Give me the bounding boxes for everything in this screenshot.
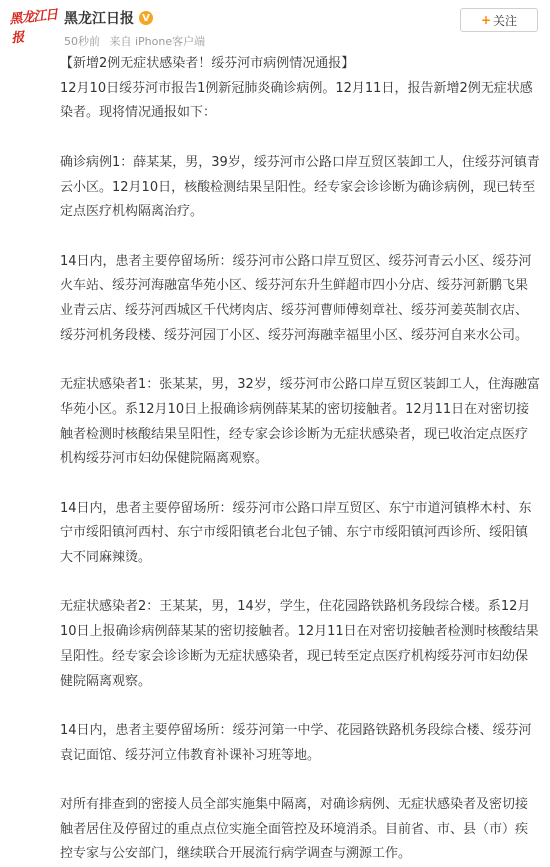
- post-paragraph: 14日内，患者主要停留场所：绥芬河第一中学、花园路铁路机务段综合楼、绥芬河袁记面馆、绥芬河立伟教育补课补习班等地。: [60, 722, 532, 763]
- post-paragraph: 14日内，患者主要停留场所：绥芬河市公路口岸互贸区、东宁市道河镇桦木村、东宁市绥阳镇河西村、东宁市绥阳镇老台北包子铺、东宁市绥阳镇河西诊所、绥阳镇大不同麻辣烫。: [60, 500, 532, 565]
- post-paragraph: 无症状感染者2：王某某，男，14岁，学生，住花园路铁路机务段综合楼。系12月10日上报确诊病例薛某某的密切接触者。12月11日在对密切接触者检测时核酸结果呈阳性。经专家会诊诊断为无症状感染者，现已转至定点医疗机构绥芬河市妇幼保健院隔离观察。: [60, 599, 539, 689]
- post-content: [60, 52, 540, 867]
- plus-icon: +: [480, 13, 492, 27]
- post-paragraph: 对所有排查到的密接人员全部实施集中隔离，对确诊病例、无症状感染者及密切接触者居住及停留过的重点点位实施全面管控及环境消杀。目前省、市、县（市）疾控专家与公安部门，继续联合开展流行病学调查与溯源工作。: [60, 796, 529, 862]
- post-paragraph: 14日内，患者主要停留场所：绥芬河市公路口岸互贸区、绥芬河青云小区、绥芬河火车站、绥芬河海融富华苑小区、绥芬河东升生鲜超市四小分店、绥芬河新鹏飞果业青云店、绥芬河西城区千代烤肉店、绥芬河曹师傅刻章社、绥芬河姜英制衣店、绥芬河机务段楼、绥芬河园丁小区、绥芬河海融幸福里小区、绥芬河自来水公司。: [60, 253, 532, 343]
- post-paragraph: 确诊病例1：薛某某，男，39岁，绥芬河市公路口岸互贸区装卸工人，住绥芬河镇青云小区。12月10日，核酸检测结果呈阳性。经专家会诊诊断为确诊病例，现已转至定点医疗机构隔离治疗。: [60, 154, 540, 220]
- post-meta: [64, 33, 205, 49]
- follow-label: 关注: [493, 13, 518, 28]
- avatar[interactable]: 黑龙江日报: [8, 7, 58, 47]
- account-name-row: [64, 8, 153, 28]
- post-time: 50秒前: [64, 35, 100, 48]
- post-header: [0, 0, 550, 52]
- verified-badge-icon: V: [139, 11, 153, 25]
- post-source: 来自 iPhone客户端: [109, 35, 206, 48]
- follow-button[interactable]: [460, 8, 538, 32]
- post-paragraph: 无症状感染者1：张某某，男，32岁，绥芬河市公路口岸互贸区装卸工人，住海融富华苑小区。系12月10日上报确诊病例薛某某的密切接触者。12月11日在对密切接触者检测时核酸结果呈阳性，经专家会诊诊断为无症状感染者，现已收治定点医疗机构绥芬河市妇幼保健院隔离观察。: [60, 377, 540, 467]
- account-name[interactable]: 黑龙江日报: [64, 11, 134, 27]
- post-paragraph: 12月10日绥芬河市报告1例新冠肺炎确诊病例。12月11日，报告新增2例无症状感染者。现将情况通报如下：: [60, 80, 533, 121]
- post-title: 【新增2例无症状感染者！绥芬河市病例情况通报】: [60, 56, 355, 71]
